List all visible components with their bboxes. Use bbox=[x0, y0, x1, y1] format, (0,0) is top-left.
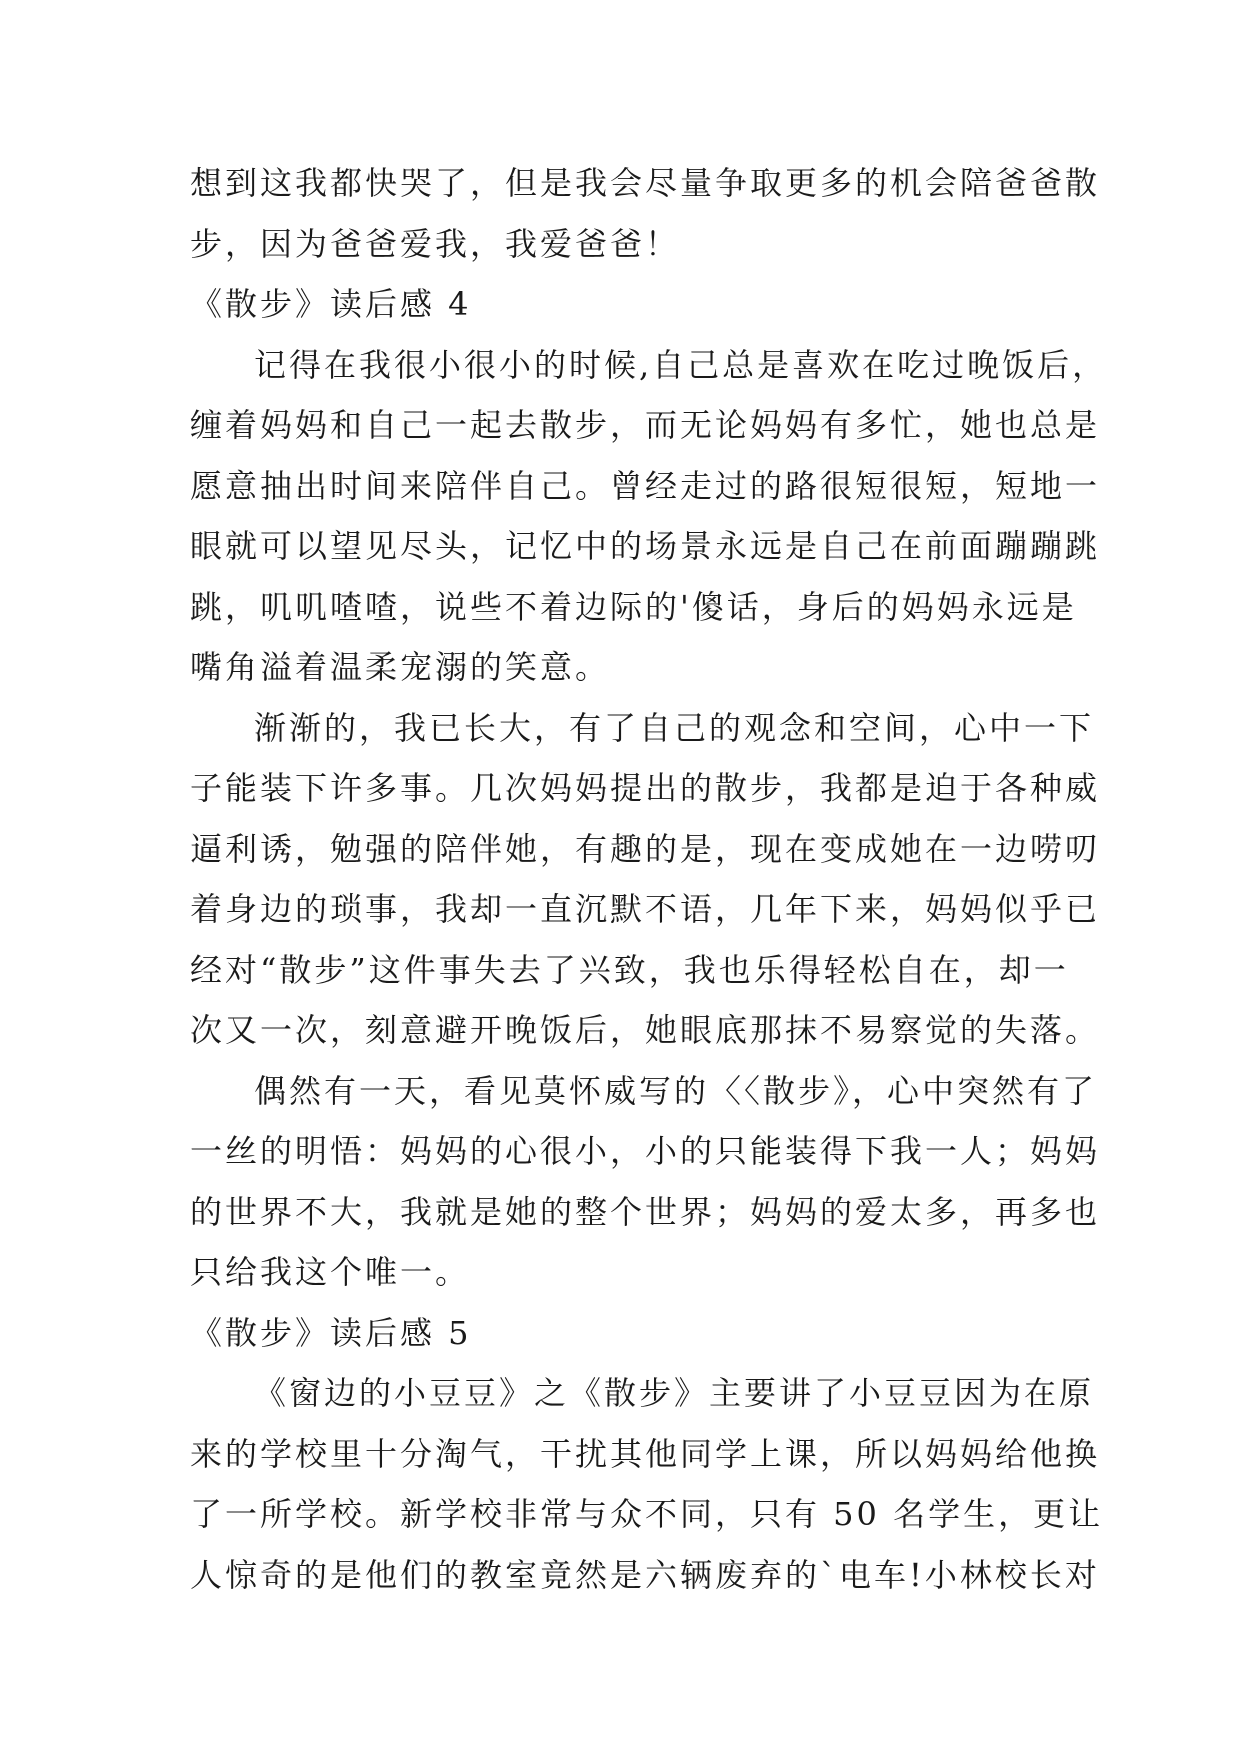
text-line: 记得在我很小很小的时候,自己总是喜欢在吃过晚饭后， bbox=[254, 345, 1108, 384]
text-line: 的世界不大，我就是她的整个世界；妈妈的爱太多，再多也 bbox=[190, 1192, 1101, 1231]
text-line: 缠着妈妈和自己一起去散步，而无论妈妈有多忙，她也总是 bbox=[190, 406, 1101, 444]
text-line: 人惊奇的是他们的教室竟然是六辆废弃的`电车!小林校长对 bbox=[190, 1555, 1100, 1594]
text-line: 次又一次，刻意避开晚饭后，她眼底那抹不易察觉的失落。 bbox=[190, 1011, 1101, 1049]
text-line: 偶然有一天，看见莫怀威写的〈〈散步》，心中突然有了 bbox=[254, 1071, 1098, 1110]
text-line: 了一所学校。新学校非常与众不同，只有 50 名学生，更让 bbox=[190, 1495, 1104, 1533]
section-heading: 《散步》读后感 5 bbox=[190, 1313, 472, 1352]
text-line: 一丝的明悟：妈妈的心很小，小的只能装得下我一人；妈妈 bbox=[190, 1132, 1101, 1170]
text-line: 《窗边的小豆豆》之《散步》主要讲了小豆豆因为在原 bbox=[254, 1374, 1095, 1412]
text-line: 眼就可以望见尽头，记忆中的场景永远是自己在前面蹦蹦跳 bbox=[190, 527, 1101, 565]
text-line: 渐渐的，我已长大，有了自己的观念和空间，心中一下 bbox=[254, 708, 1095, 747]
text-line: 想到这我都快哭了，但是我会尽量争取更多的机会陪爸爸散 bbox=[190, 164, 1101, 202]
text-line: 着身边的琐事，我却一直沉默不语，几年下来，妈妈似乎已 bbox=[190, 890, 1101, 928]
text-line: 愿意抽出时间来陪伴自己。曾经走过的路很短很短，短地一 bbox=[190, 466, 1101, 505]
text-line: 步，因为爸爸爱我，我爱爸爸！ bbox=[190, 224, 681, 263]
text-line: 嘴角溢着温柔宠溺的笑意。 bbox=[190, 648, 611, 686]
text-line: 逼利诱，勉强的陪伴她，有趣的是，现在变成她在一边唠叨 bbox=[190, 829, 1101, 868]
text-line: 经对“散步”这件事失去了兴致，我也乐得轻松自在，却一 bbox=[190, 950, 1069, 989]
text-line: 只给我这个唯一。 bbox=[190, 1253, 471, 1291]
section-heading: 《散步》读后感 4 bbox=[190, 285, 472, 323]
document-body bbox=[190, 153, 1108, 1605]
text-line: 跳，叽叽喳喳，说些不着边际的'傻话，身后的妈妈永远是 bbox=[190, 587, 1077, 626]
text-line: 子能装下许多事。几次妈妈提出的散步，我都是迫于各种威 bbox=[190, 769, 1101, 807]
text-line: 来的学校里十分淘气，干扰其他同学上课，所以妈妈给他换 bbox=[190, 1434, 1101, 1473]
